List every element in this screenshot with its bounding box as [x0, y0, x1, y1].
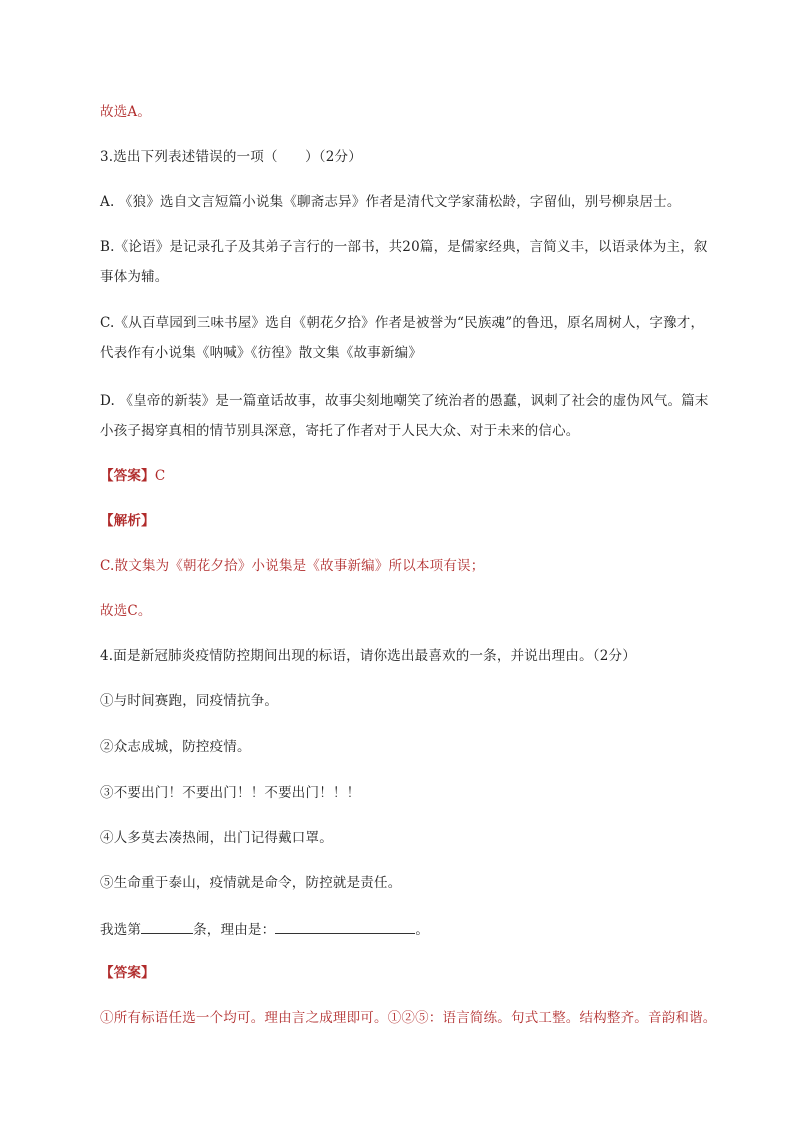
q3-analysis-label — [100, 512, 155, 530]
q3-option-c-line1: C.《从百草园到三味书屋》选自《朝花夕拾》作者是被誉为“民族魂”的鲁迅，原名周树人，字豫才， — [100, 315, 705, 331]
q3-analysis-text: C.散文集为《朝花夕拾》小说集是《故事新编》所以本项有误； — [100, 558, 485, 574]
answer-label: 【答案】 — [100, 468, 155, 484]
q3-conclusion: 故选C。 — [100, 603, 152, 619]
q3-option-b-line1: B.《论语》是记录孔子及其弟子言行的一部书，共20篇，是儒家经典，言简义丰，以语录体为主，叙 — [100, 239, 708, 255]
fill-blank-reason[interactable] — [275, 919, 415, 934]
analysis-label: 【解析】 — [100, 513, 155, 529]
answer-label: 【答案】 — [100, 965, 155, 981]
q4-answer-label — [100, 964, 155, 982]
q4-item-1: ①与时间赛跑，同疫情抗争。 — [100, 693, 279, 709]
q3-option-c-line2: 代表作有小说集《呐喊》《彷徨》散文集《故事新编》 — [100, 345, 423, 361]
q3-stem: 3.选出下列表述错误的一项（ ）（2分） — [100, 149, 362, 165]
q4-item-5: ⑤生命重于泰山，疫情就是命令，防控就是责任。 — [100, 875, 402, 891]
q3-option-d-line1: D. 《皇帝的新装》是一篇童话故事，故事尖刻地嘲笑了统治者的愚蠢，讽刺了社会的虚伪风气。篇末 — [100, 393, 709, 409]
q4-item-3: ③不要出门！不要出门！！不要出门！！！ — [100, 785, 361, 801]
q3-option-a: A. 《狼》选自文言短篇小说集《聊斋志异》作者是清代文学家蒲松龄，字留仙，别号柳泉居士。 — [100, 194, 681, 210]
q2-conclusion: 故选A。 — [100, 104, 152, 120]
fill-text-3: 。 — [415, 922, 430, 938]
q4-item-4: ④人多莫去凑热闹，出门记得戴口罩。 — [100, 830, 333, 846]
q4-stem: 4.面是新冠肺炎疫情防控期间出现的标语，请你选出最喜欢的一条，并说出理由。（2分） — [100, 648, 636, 664]
fill-text-1: 我选第 — [100, 922, 142, 938]
fill-text-2: 条，理由是： — [193, 922, 276, 938]
q3-option-b-line2: 事体为辅。 — [100, 269, 169, 285]
fill-blank-number[interactable] — [141, 919, 193, 934]
q4-fill-in — [100, 919, 429, 939]
q3-answer — [100, 467, 165, 485]
answer-value: C — [154, 468, 166, 484]
q3-option-d-line2: 小孩子揭穿真相的情节别具深意，寄托了作者对于人民大众、对于未来的信心。 — [100, 423, 580, 439]
q4-item-2: ②众志成城，防控疫情。 — [100, 739, 251, 755]
q4-answer-text: ①所有标语任选一个均可。理由言之成理即可。①②⑤：语言简练。句式工整。结构整齐。音韵和谐。 — [100, 1010, 717, 1026]
